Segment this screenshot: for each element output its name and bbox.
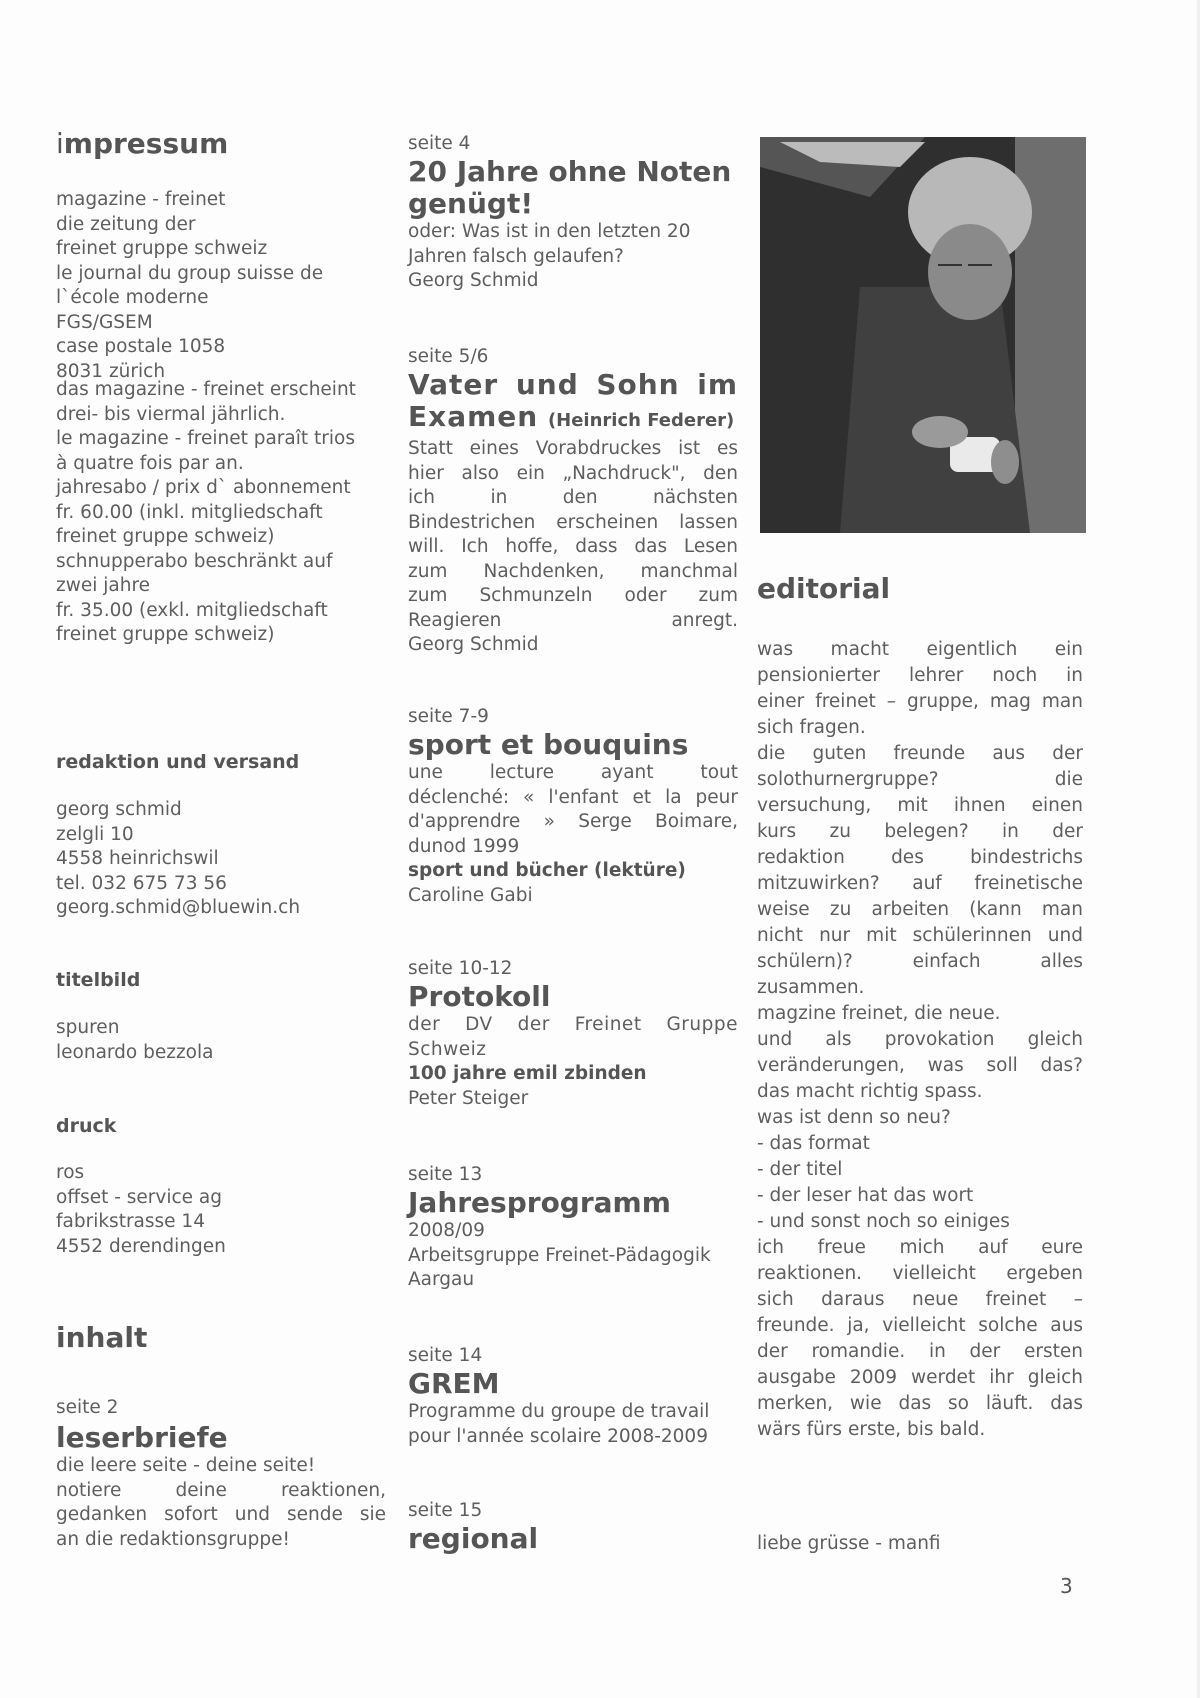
toc-page-number: seite 5/6 <box>408 346 489 367</box>
redaktion-address <box>56 798 386 921</box>
publisher-line: die zeitung der <box>56 213 196 235</box>
editorial-line: - und sonst noch so einiges <box>757 1211 1010 1232</box>
titelbild-line: spuren <box>56 1017 120 1038</box>
toc-description-line: Bindestrichen erscheinen lassen <box>408 511 738 533</box>
editorial-body <box>757 637 1083 1443</box>
toc-entry[interactable] <box>408 1163 738 1293</box>
editorial-line: zusammen. <box>757 977 865 998</box>
editorial-line: versuchung, mit ihnen einen <box>757 795 1083 816</box>
toc-title <box>408 156 738 220</box>
druck-heading: druck <box>56 1115 117 1137</box>
toc-entry[interactable] <box>408 345 738 658</box>
titelbild-credit <box>56 1016 386 1065</box>
redaktion-line: georg.schmid@bluewin.ch <box>56 897 301 918</box>
editorial-line: freunde. ja, vielleicht solche aus <box>757 1315 1083 1336</box>
toc-description-line: une lecture ayant tout <box>408 762 738 783</box>
editorial-line: solothurnergruppe? die <box>757 769 1083 790</box>
toc-description-line: 2008/09 <box>408 1220 485 1241</box>
toc-entry[interactable] <box>56 1396 386 1552</box>
toc-page-number: seite 2 <box>56 1397 119 1418</box>
toc-page-number: seite 13 <box>408 1164 483 1185</box>
editorial-line: und als provokation gleich <box>757 1029 1083 1050</box>
publication-info-line: fr. 60.00 (inkl. mitgliedschaft <box>56 501 323 523</box>
photo-portrait-illustration <box>760 137 1086 533</box>
editorial-line: nicht nur mit schülerinnen und <box>757 925 1083 946</box>
toc-description-line: Reagieren anregt. <box>408 609 738 631</box>
editorial-line: sich fragen. <box>757 717 866 738</box>
publisher-line: l`école moderne <box>56 287 209 308</box>
toc-title-line: genügt! <box>408 187 534 220</box>
editorial-line: reaktionen. vielleicht ergeben <box>757 1263 1083 1284</box>
publication-info-line: das magazine - freinet erscheint <box>56 379 356 400</box>
editorial-line: sich daraus neue freinet – <box>757 1289 1083 1310</box>
publication-info-line: à quatre fois par an. <box>56 452 244 474</box>
toc-title: sport et bouquins <box>408 728 689 761</box>
inhalt-heading: inhalt <box>56 1321 148 1354</box>
toc-description-line: Arbeitsgruppe Freinet-Pädagogik <box>408 1244 711 1266</box>
editorial-line: schülern)? einfach alles <box>757 951 1083 972</box>
toc-title: GREM <box>408 1367 500 1400</box>
toc-description-line: Jahren falsch gelaufen? <box>408 245 624 267</box>
toc-description <box>408 1400 738 1449</box>
publisher-line: le journal du group suisse de <box>56 262 324 284</box>
toc-description-line: Programme du groupe de travail <box>408 1401 710 1422</box>
toc-subtitle: sport und bücher (lektüre) <box>408 860 686 881</box>
toc-title-line: Vater und Sohn im <box>408 368 738 401</box>
editorial-line: - der leser hat das wort <box>757 1185 974 1206</box>
toc-description-line: hier also ein „Nachdruck", den <box>408 462 738 484</box>
editorial-line: weise zu arbeiten (kann man <box>757 899 1083 920</box>
publisher-line: 8031 zürich <box>56 360 166 382</box>
toc-description-line: Statt eines Vorabdruckes ist es <box>408 438 738 459</box>
toc-description-line: gedanken sofort und sende sie <box>56 1504 386 1525</box>
toc-description-line: Schweiz <box>408 1038 487 1060</box>
publication-info-line: le magazine - freinet paraît trios <box>56 428 355 449</box>
toc-description-line: ich in den nächsten <box>408 487 738 508</box>
editorial-line: die guten freunde aus der <box>757 743 1083 764</box>
toc-description <box>408 761 738 859</box>
toc-description-line: Georg Schmid <box>408 634 539 655</box>
impressum-heading-rest: mpressum <box>63 127 229 160</box>
publication-info-line: freinet gruppe schweiz) <box>56 624 275 645</box>
toc-title-line <box>408 401 738 437</box>
editorial-line: - das format <box>757 1133 870 1154</box>
publication-info-line: freinet gruppe schweiz) <box>56 526 275 547</box>
impressum-heading-initial: i <box>56 127 64 160</box>
publication-info-line: jahresabo / prix d` abonnement <box>56 477 351 498</box>
toc-description-line: der DV der Freinet Gruppe <box>408 1014 738 1035</box>
editorial-line: was macht eigentlich ein <box>757 639 1083 660</box>
toc-description-line: Aargau <box>408 1269 475 1290</box>
publication-info-line: fr. 35.00 (exkl. mitgliedschaft <box>56 599 328 621</box>
toc-entry[interactable] <box>408 705 738 908</box>
toc-title: regional <box>408 1522 539 1555</box>
toc-description-line: Georg Schmid <box>408 270 539 291</box>
druck-line: 4552 derendingen <box>56 1235 226 1257</box>
publisher-line: freinet gruppe schweiz <box>56 238 268 259</box>
toc-description-line: notiere deine reaktionen, <box>56 1479 386 1501</box>
editorial-line: das macht richtig spass. <box>757 1081 983 1102</box>
editorial-line: merken, wie das so läuft. das <box>757 1393 1083 1414</box>
editorial-photo <box>760 137 1086 533</box>
redaktion-line: georg schmid <box>56 799 182 820</box>
toc-page-number: seite 10-12 <box>408 958 513 979</box>
titelbild-line: leonardo bezzola <box>56 1041 214 1063</box>
toc-description-line: will. Ich hoffe, dass das Lesen <box>408 536 738 557</box>
redaktion-heading: redaktion und versand <box>56 751 300 773</box>
toc-description <box>408 220 738 294</box>
toc-description-line: an die redaktionsgruppe! <box>56 1528 290 1550</box>
editorial-line: veränderungen, was soll das? <box>757 1055 1083 1076</box>
editorial-line: ich freue mich auf eure <box>757 1237 1083 1258</box>
publication-info-line: drei- bis viermal jährlich. <box>56 403 286 425</box>
editorial-line: wärs fürs erste, bis bald. <box>757 1419 986 1440</box>
editorial-line: redaktion des bindestrichs <box>757 847 1083 868</box>
toc-subtitle: 100 jahre emil zbinden <box>408 1063 647 1084</box>
toc-title: Jahresprogramm <box>408 1186 671 1219</box>
editorial-line: kurs zu belegen? in der <box>757 821 1083 842</box>
editorial-line: magzine freinet, die neue. <box>757 1003 1001 1024</box>
toc-title-suffix: (Heinrich Federer) <box>547 410 735 431</box>
toc-description-line: déclenché: « l'enfant et la peur <box>408 786 738 808</box>
toc-entry[interactable] <box>408 1344 738 1449</box>
titelbild-heading: titelbild <box>56 969 141 991</box>
redaktion-line: tel. 032 675 73 56 <box>56 872 227 894</box>
redaktion-line: zelgli 10 <box>56 823 134 845</box>
editorial-signoff: liebe grüsse - manfi <box>757 1533 941 1554</box>
toc-author: Caroline Gabi <box>408 884 533 906</box>
editorial-line: der romandie. in der ersten <box>757 1341 1083 1362</box>
toc-description <box>408 1219 738 1293</box>
editorial-line: was ist denn so neu? <box>757 1107 951 1128</box>
editorial-line: ausgabe 2009 werdet ihr gleich <box>757 1367 1083 1388</box>
toc-page-number: seite 15 <box>408 1500 483 1521</box>
redaktion-line: 4558 heinrichswil <box>56 848 219 869</box>
impressum-heading <box>56 128 386 160</box>
toc-entry[interactable] <box>408 957 738 1111</box>
toc-description-line: d'apprendre » Serge Boimare, <box>408 811 738 832</box>
toc-description-line: pour l'année scolaire 2008-2009 <box>408 1425 708 1447</box>
toc-author: Peter Steiger <box>408 1087 529 1109</box>
publication-info-line: zwei jahre <box>56 575 151 596</box>
publication-info-line: schnupperabo beschränkt auf <box>56 550 333 572</box>
toc-description-line: zum Schmunzeln oder zum <box>408 585 738 606</box>
toc-description-line: zum Nachdenken, manchmal <box>408 560 738 582</box>
toc-entry[interactable] <box>408 1499 738 1555</box>
publisher-line: FGS/GSEM <box>56 311 153 333</box>
editorial-line: - der titel <box>757 1159 843 1180</box>
toc-description-line: dunod 1999 <box>408 835 520 857</box>
druck-line: ros <box>56 1162 85 1183</box>
publisher-block <box>56 188 386 384</box>
druck-address <box>56 1161 386 1259</box>
toc-title-line: 20 Jahre ohne Noten <box>408 155 732 188</box>
toc-description-line: oder: Was ist in den letzten 20 <box>408 221 691 242</box>
druck-line: fabrikstrasse 14 <box>56 1211 205 1232</box>
druck-line: offset - service ag <box>56 1186 223 1208</box>
toc-description-line: die leere seite - deine seite! <box>56 1455 316 1476</box>
toc-title: Protokoll <box>408 980 551 1013</box>
editorial-line: mitzuwirken? auf freinetische <box>757 873 1083 894</box>
publisher-line: case postale 1058 <box>56 336 226 357</box>
publisher-line: magazine - freinet <box>56 189 226 210</box>
toc-page-number: seite 7-9 <box>408 706 489 727</box>
toc-description <box>408 1013 738 1062</box>
toc-page-number: seite 14 <box>408 1345 483 1366</box>
toc-title-line-text: Examen <box>408 400 539 433</box>
toc-description <box>56 1454 386 1552</box>
publication-info-block <box>56 378 386 648</box>
editorial-line: pensionierter lehrer noch in <box>757 665 1083 686</box>
toc-page-number: seite 4 <box>408 133 471 154</box>
toc-title <box>408 369 738 437</box>
toc-entry[interactable] <box>408 132 738 294</box>
editorial-line: einer freinet – gruppe, mag man <box>757 691 1083 712</box>
toc-title: leserbriefe <box>56 1421 228 1454</box>
toc-description <box>408 437 738 658</box>
editorial-heading: editorial <box>757 572 891 605</box>
page-number: 3 <box>1060 1574 1073 1598</box>
